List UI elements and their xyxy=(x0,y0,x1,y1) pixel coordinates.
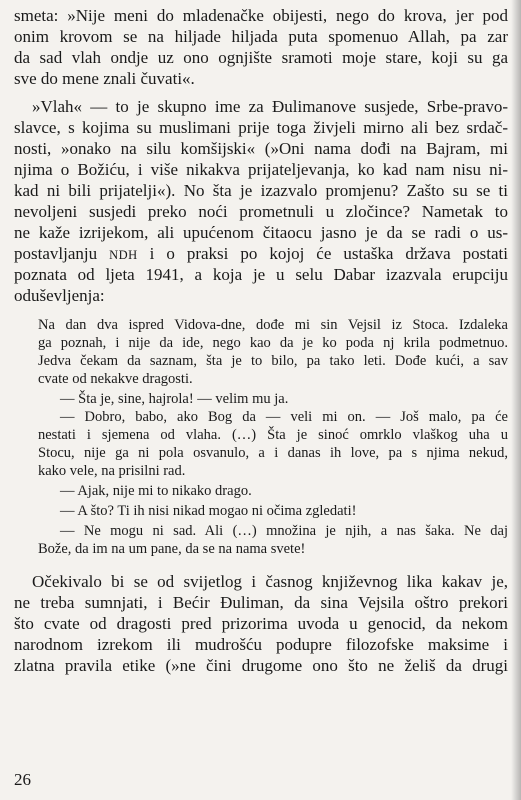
text-segment: i o praksi po kojoj će ustaška država postati xyxy=(137,244,508,263)
quote-line: Jedva čekam da saznam, šta je to bilo, pa tako leti. Dođe kući, a sav xyxy=(38,353,508,369)
dialogue-line: — Dobro, babo, ako Bog da — veli mi on. — Još malo, pa će xyxy=(60,409,508,425)
abbreviation-ndh: NDH xyxy=(109,248,138,262)
page-number: 26 xyxy=(14,770,31,789)
quote-line: ga poznah, i nije da ide, nego kao da je ko poda nj krila podmetnuo. xyxy=(38,335,508,351)
text-line: kad ni bili prijatelji«). No šta je izazvalo promjenu? Zašto su se ti xyxy=(14,181,508,200)
text-segment: postavljanju xyxy=(14,244,110,263)
text-line: zlatna pravila etike (»ne čini drugome ono što ne želiš da drugi xyxy=(14,656,508,675)
text-line: slavce, s kojima su muslimani prije toga živjeli mirno ali bez srdač- xyxy=(14,118,508,137)
quote-line: kako vele, na prisilni rad. xyxy=(38,463,186,479)
quote-line: Stocu, nije ga ni pola osvanulo, a i danas ih love, pa s njima nekud, xyxy=(38,445,508,461)
text-line: što cvate od dragosti pred prizorima uvoda u genocid, da nekom xyxy=(14,614,508,633)
text-line: nosti, »onako na silu komšijski« (»Oni nama dođi na Bajram, mi xyxy=(14,139,508,158)
text-line: »Vlah« — to je skupno ime za Đulimanove susjede, Srbe-pravo- xyxy=(32,97,508,116)
text-line: Očekivalo bi se od svijetlog i časnog književnog lika kakav je, xyxy=(32,572,508,591)
dialogue-line: — Šta je, sine, hajrola! — velim mu ja. xyxy=(60,391,289,407)
text-line: poznata od ljeta 1941, a koja je u selu Dabar izazvala erupciju xyxy=(14,265,508,284)
text-line: onim krovom se na hiljade hiljada puta spomenuo Allah, pa zar xyxy=(14,27,508,46)
dialogue-line: — Ne mogu ni sad. Ali (…) množina je njih, a nas šaka. Ne daj xyxy=(60,523,508,539)
dialogue-line: — A što? Ti ih nisi nikad mogao ni očima zgledati! xyxy=(60,503,357,519)
text-line: da sad vlah ondje uz ono ognjište sramoti moje stare, koji su ga xyxy=(14,48,508,67)
text-line: ne kaže izrijekom, ali upućenom čitaocu jasno je da se radi o us- xyxy=(14,223,508,242)
text-line: narodnom izrekom ili mudrošću podupre filozofske maksime i xyxy=(14,635,508,654)
text-line: nevoljeni susjedi preko noći prometnuli u zločince? Nametak to xyxy=(14,202,508,221)
text-line: sve do mene znali čuvati«. xyxy=(14,69,195,88)
dialogue-line: — Ajak, nije mi to nikako drago. xyxy=(60,483,252,499)
text-line: njima o Božiću, i više nikakva prijateljevanja, ko kad nam nisu ni- xyxy=(14,160,508,179)
text-line: oduševljenja: xyxy=(14,286,105,305)
quote-line: Bože, da im na um pane, da se na nama svete! xyxy=(38,541,306,557)
quote-line: Na dan dva ispred Vidova-dne, dođe mi sin Vejsil iz Stoca. Izdaleka xyxy=(38,317,508,333)
text-line: smeta: »Nije meni do mladenačke obijesti, nego do krova, jer pod xyxy=(14,6,508,25)
quote-line: cvate od nekakve dragosti. xyxy=(38,371,193,387)
text-line xyxy=(14,244,508,265)
quote-line: nestati i sjemena od vlaha. (…) Šta je sinoć omrklo vlaškog uha u xyxy=(38,427,508,443)
text-line: ne treba sumnjati, i Bećir Đuliman, da sina Vejsila oštro prekori xyxy=(14,593,508,612)
page-edge-shadow xyxy=(511,0,521,800)
